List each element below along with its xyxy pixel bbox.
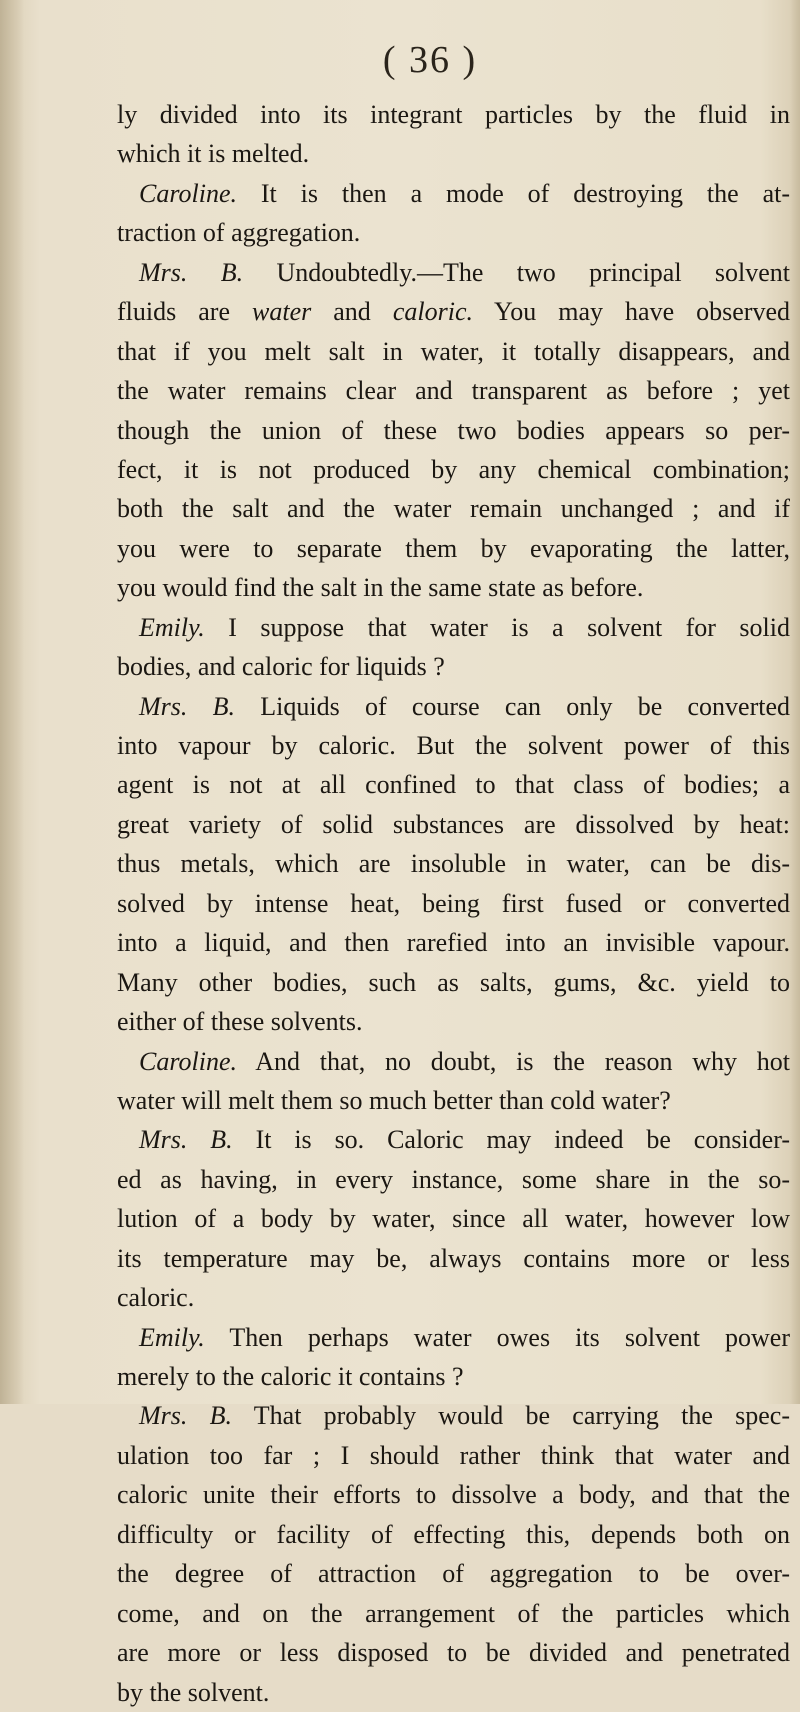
text-line	[117, 1673, 790, 1712]
line-text: Undoubtedly.—The two principal solvent	[243, 257, 790, 287]
speaker-name: Mrs. B.	[139, 691, 236, 721]
text-line	[117, 1594, 790, 1633]
line-text: that if you melt salt in water, it totally disappears, and	[117, 336, 790, 366]
line-text: Then perhaps water owes its solvent power	[204, 1322, 790, 1352]
text-line	[117, 1278, 790, 1317]
line-text: difficulty or facility of effecting this, depends both on	[117, 1519, 790, 1549]
line-text: caloric unite their efforts to dissolve a body, and that the	[117, 1480, 790, 1510]
line-text: its temperature may be, always contains more or less	[117, 1243, 790, 1273]
text-line	[117, 1515, 790, 1554]
line-text: agent is not at all confined to that class of bodies; a	[117, 770, 790, 800]
line-text: You may have observed	[473, 297, 790, 327]
text-line	[117, 174, 790, 213]
speaker-name: Mrs. B.	[139, 1125, 233, 1155]
line-text: caloric.	[117, 1283, 195, 1313]
text-line	[117, 647, 790, 686]
line-text: though the union of these two bodies appears so per-	[117, 415, 790, 445]
speaker-name: Emily.	[139, 1322, 205, 1352]
text-line	[117, 371, 790, 410]
line-text: traction of aggregation.	[117, 218, 361, 248]
line-text: I suppose that water is a solvent for solid	[204, 612, 790, 642]
text-line	[117, 332, 790, 371]
page-gutter-shadow	[0, 0, 24, 1404]
line-text: And that, no doubt, is the reason why hot	[236, 1046, 790, 1076]
text-line	[117, 884, 790, 923]
text-line	[117, 1357, 790, 1396]
speaker-name: Mrs. B.	[139, 1401, 233, 1431]
line-text: both the salt and the water remain unchanged ; and if	[117, 494, 790, 524]
line-text: the water remains clear and transparent as before ; yet	[117, 376, 790, 406]
text-line	[117, 805, 790, 844]
line-text: are more or less disposed to be divided and penetrated	[117, 1638, 790, 1668]
line-text: ulation too far ; I should rather think that water and	[117, 1440, 790, 1470]
text-line	[117, 1081, 790, 1120]
text-line	[117, 411, 790, 450]
text-line	[117, 489, 790, 528]
text-line	[117, 1396, 790, 1435]
text-line	[117, 1318, 790, 1357]
line-text: merely to the caloric it contains ?	[117, 1362, 464, 1391]
line-text: into a liquid, and then rarefied into an invisible vapour.	[117, 928, 790, 958]
text-line	[117, 726, 790, 765]
line-text: and	[311, 297, 393, 327]
page-number: ( 36 )	[382, 39, 478, 81]
page-edge-shadow	[790, 0, 800, 1404]
text-line	[117, 529, 790, 568]
line-text: you were to separate them by evaporating the latter,	[117, 533, 790, 563]
line-text: lution of a body by water, since all water, however low	[117, 1204, 790, 1234]
text-line	[117, 292, 790, 331]
text-line	[117, 963, 790, 1002]
line-text: It is then a mode of destroying the at-	[236, 178, 790, 208]
speaker-name: Caroline.	[139, 1046, 237, 1076]
line-text: which it is melted.	[117, 139, 310, 169]
line-text: That probably would be carrying the spec-	[232, 1401, 790, 1431]
line-text: fect, it is not produced by any chemical combination;	[117, 454, 790, 484]
text-line	[117, 1436, 790, 1475]
line-text: solved by intense heat, being first fused or converted	[117, 888, 790, 918]
text-line	[117, 134, 790, 173]
text-line	[117, 213, 790, 252]
text-line	[117, 765, 790, 804]
line-text: ed as having, in every instance, some share in the so-	[117, 1164, 790, 1194]
text-line	[117, 1475, 790, 1514]
line-text: great variety of solid substances are dissolved by heat:	[117, 809, 790, 839]
text-line	[117, 1199, 790, 1238]
text-line	[117, 253, 790, 292]
line-text: ly divided into its integrant particles by the fluid in	[117, 100, 790, 129]
text-line	[117, 1002, 790, 1041]
line-text: either of these solvents.	[117, 1007, 363, 1037]
text-line	[117, 687, 790, 726]
line-text: Liquids of course can only be converted	[235, 691, 790, 721]
speaker-name: Caroline.	[139, 178, 237, 208]
speaker-name: Mrs. B.	[139, 257, 244, 287]
line-text: by the solvent.	[117, 1677, 270, 1707]
text-line	[117, 608, 790, 647]
body-text	[117, 95, 790, 1712]
line-text: into vapour by caloric. But the solvent power of this	[117, 731, 790, 760]
line-text: Many other bodies, such as salts, gums, &c. yield to	[117, 967, 790, 997]
speaker-name: water	[252, 297, 312, 327]
speaker-name: Emily.	[139, 612, 205, 642]
text-line	[117, 1120, 790, 1159]
text-line	[117, 1633, 790, 1672]
line-text: fluids are	[117, 297, 253, 327]
line-text: It is so. Caloric may indeed be consider-	[232, 1125, 790, 1155]
text-line	[117, 844, 790, 883]
line-text: come, and on the arrangement of the particles which	[117, 1598, 790, 1628]
text-line	[117, 1239, 790, 1278]
line-text: thus metals, which are insoluble in water, can be dis-	[117, 849, 790, 879]
line-text: bodies, and caloric for liquids ?	[117, 652, 445, 682]
line-text: the degree of attraction of aggregation to be over-	[117, 1559, 790, 1589]
speaker-name: caloric.	[392, 297, 473, 327]
text-line	[117, 1160, 790, 1199]
text-line	[117, 1042, 790, 1081]
line-text: you would find the salt in the same state as before.	[117, 573, 644, 603]
text-line	[117, 95, 790, 134]
line-text: water will melt them so much better than cold water?	[117, 1085, 671, 1115]
text-line	[117, 1554, 790, 1593]
text-line	[117, 923, 790, 962]
text-line	[117, 568, 790, 607]
text-line	[117, 450, 790, 489]
